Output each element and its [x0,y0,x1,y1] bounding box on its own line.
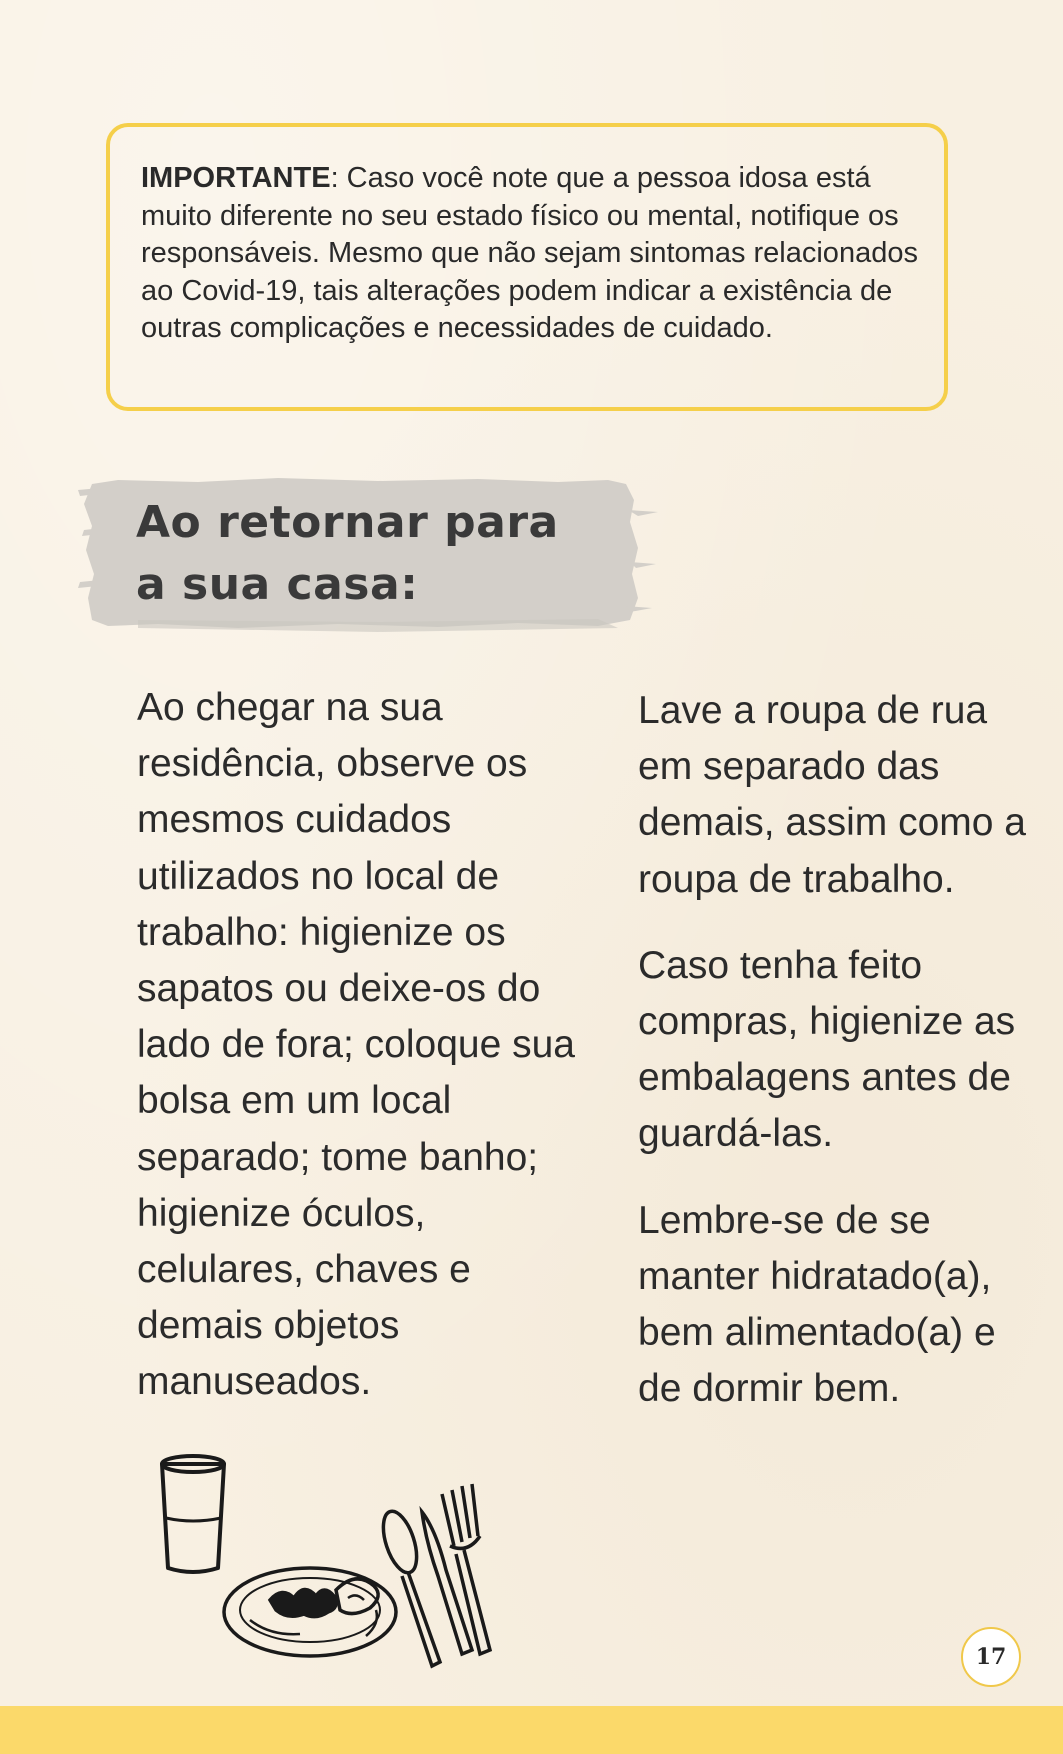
page-number: 17 [975,1644,1007,1670]
heading-line-2: a sua casa: [136,559,419,610]
page-number-badge [961,1627,1021,1687]
right-paragraph-health: Lembre-se de se manter hidratado(a), bem alimentado(a) e de dormir bem. [638,1198,996,1411]
left-paragraph: Ao chegar na sua residência, observe os mesmos cuidados utilizados no local de trabalho: higienize os sapatos ou deixe-os do lado de fora; coloque sua bolsa em um local separado; tome banho; higienize óculos, celulares, chaves e demais objetos manuseados. [137,686,575,1404]
right-paragraph-shopping: Caso tenha feito compras, higienize as embalagens antes de guardá-las. [638,943,1016,1156]
important-text: : Caso você note que a pessoa idosa está muito diferente no seu estado físico ou mental, notifique os responsáveis. Mesmo que não sejam sintomas relacionados ao Covid-19, tais alterações podem indicar a existência de outras complicações e necessidades de cuidado. [141,162,918,344]
right-paragraph-laundry: Lave a roupa de rua em separado das demais, assim como a roupa de trabalho. [638,689,1026,901]
glass-icon [162,1456,224,1572]
heading-line-1: Ao retornar para [136,497,559,548]
left-column [137,680,577,1411]
meal-illustration [150,1450,540,1680]
section-heading-block [78,470,660,638]
important-notice-box [106,123,948,411]
right-column [638,683,1048,1447]
spoon-icon [377,1507,440,1666]
section-heading [136,492,559,616]
important-label: IMPORTANTE [141,162,331,194]
bottom-decorative-band [0,1706,1063,1754]
plate-of-food-icon [224,1568,396,1656]
